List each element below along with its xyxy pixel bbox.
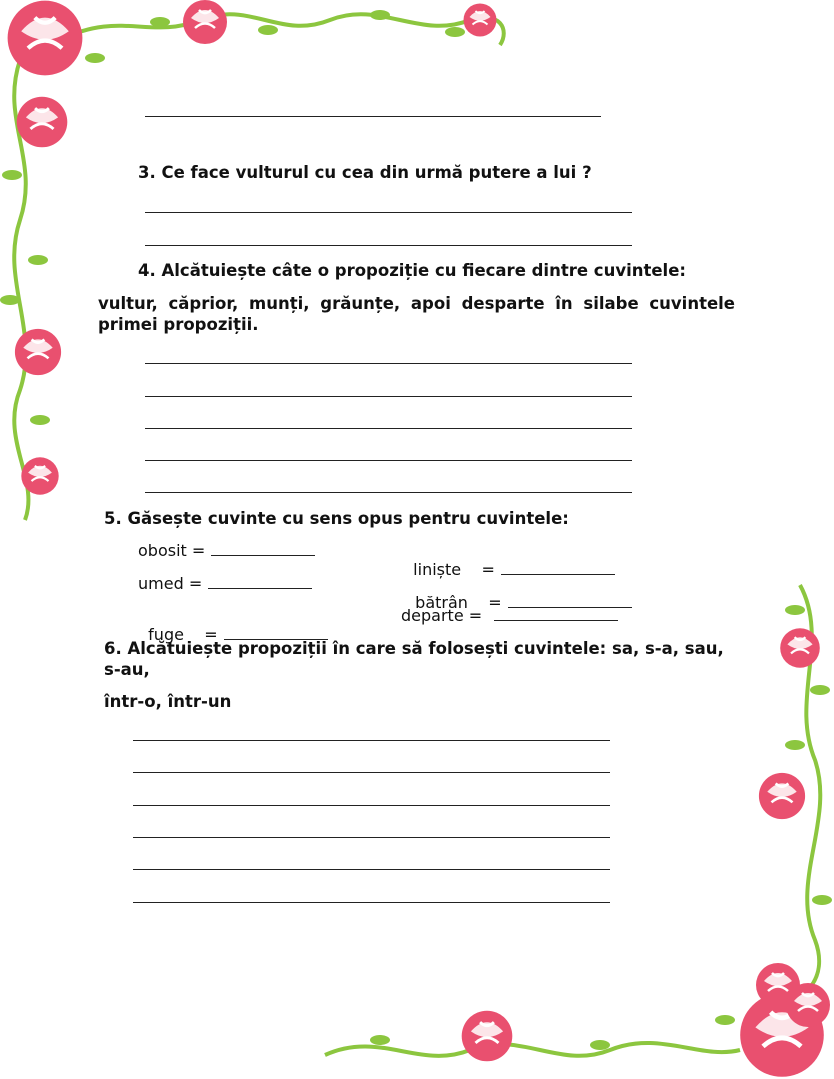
rose-icon bbox=[464, 4, 497, 37]
rose-icon bbox=[759, 773, 805, 819]
question-4-title: 4. Alcătuiește câte o propoziție cu fiecare dintre cuvintele: bbox=[138, 261, 687, 280]
antonym-word: fuge = bbox=[148, 625, 218, 644]
rose-icon bbox=[183, 0, 227, 44]
answer-line[interactable] bbox=[133, 869, 610, 870]
rose-icon bbox=[780, 628, 820, 668]
answer-line[interactable] bbox=[145, 460, 632, 461]
question-3: 3. Ce face vulturul cu cea din urmă putere a lui ? bbox=[138, 163, 592, 182]
antonym-word: liniște = bbox=[413, 560, 495, 579]
question-4-body: vultur, căprior, munți, grăunțe, apoi desparte în silabe cuvintele primei propoziții. bbox=[98, 294, 735, 334]
rose-icon bbox=[462, 1011, 513, 1062]
antonym-blank[interactable] bbox=[208, 574, 312, 589]
antonym-word: umed = bbox=[138, 574, 203, 593]
antonym-pair bbox=[401, 606, 618, 625]
question-6-title: 6. Alcătuiește propoziții în care să folosești cuvintele: sa, s-a, sau, s-au, bbox=[104, 639, 724, 679]
antonym-word: bătrân = bbox=[415, 593, 502, 612]
rose-icon bbox=[17, 97, 68, 148]
antonym-word: departe = bbox=[401, 606, 483, 625]
answer-line[interactable] bbox=[133, 772, 610, 773]
answer-line[interactable] bbox=[133, 740, 610, 741]
question-6-subtitle: într-o, într-un bbox=[104, 692, 232, 711]
antonym-word: obosit = bbox=[138, 541, 206, 560]
answer-line[interactable] bbox=[145, 363, 632, 364]
answer-line[interactable] bbox=[145, 428, 632, 429]
bottom-vine bbox=[325, 1043, 740, 1056]
answer-line[interactable] bbox=[145, 245, 632, 246]
question-5-title: 5. Găsește cuvinte cu sens opus pentru cuvintele: bbox=[104, 509, 569, 528]
rose-icon bbox=[21, 457, 58, 494]
answer-line[interactable] bbox=[133, 902, 610, 903]
answer-line[interactable] bbox=[145, 492, 632, 493]
answer-line[interactable] bbox=[145, 116, 601, 117]
rose-icon bbox=[786, 983, 830, 1027]
rose-icon bbox=[8, 1, 83, 76]
antonym-blank[interactable] bbox=[494, 606, 618, 621]
top-vine bbox=[60, 14, 504, 45]
answer-line[interactable] bbox=[145, 212, 632, 213]
antonym-blank[interactable] bbox=[211, 541, 315, 556]
answer-line[interactable] bbox=[133, 837, 610, 838]
antonym-pair bbox=[138, 574, 312, 593]
antonym-pair bbox=[138, 541, 315, 560]
antonym-blank[interactable] bbox=[501, 560, 615, 575]
rose-icon bbox=[15, 329, 61, 375]
answer-line[interactable] bbox=[145, 396, 632, 397]
answer-line[interactable] bbox=[133, 805, 610, 806]
